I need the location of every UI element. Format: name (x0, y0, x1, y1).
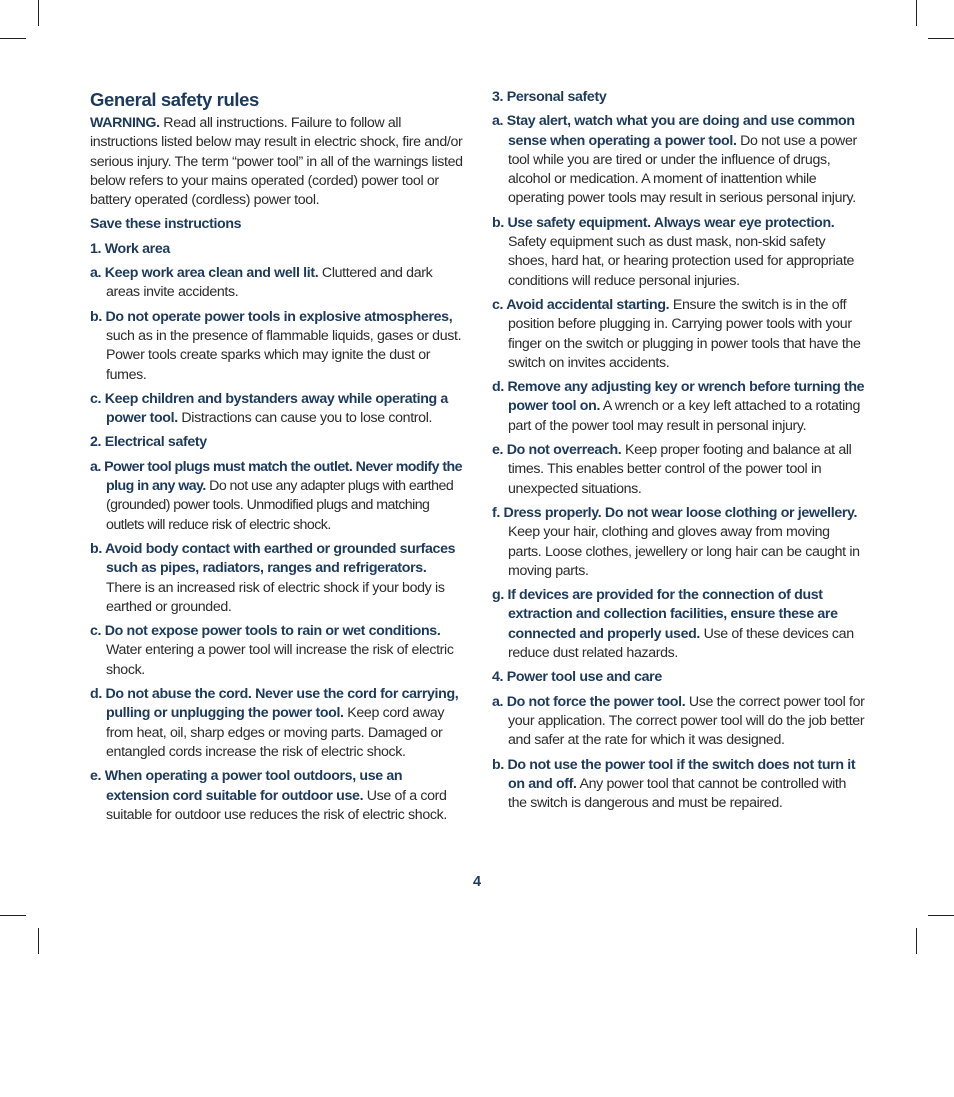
item-heading: c. Keep children and bystanders away while operating a power tool. (90, 390, 448, 427)
page-title: General safety rules (90, 89, 259, 110)
item-heading: a. Do not force the power tool. (492, 693, 686, 710)
list-item (90, 685, 464, 762)
list-item (90, 264, 464, 303)
list-item (492, 504, 866, 581)
item-text: Do not use a power tool while you are tired or under the influence of drugs, alcohol or medication. A moment of inattention while operating power tools may result in serious personal injury. (508, 132, 857, 207)
list-item (492, 214, 866, 291)
page-number: 4 (472, 874, 482, 890)
item-heading: d. Remove any adjusting key or wrench before turning the power tool on. (492, 379, 865, 415)
item-text: Use the correct power tool for your application. The correct power tool will do the job better and safer at the rate for which it was designed. (508, 693, 865, 749)
list-item (492, 296, 866, 373)
item-text: such as in the presence of flammable liquids, gases or dust. Power tools create sparks which may ignite the dust or fumes. (106, 327, 462, 383)
list-item (492, 441, 866, 499)
item-heading: a. Keep work area clean and well lit. (90, 265, 319, 282)
section-title-personal-safety: 3. Personal safety (492, 89, 607, 105)
item-heading: a. Stay alert, watch what you are doing and use common sense when operating a power tool. (492, 113, 855, 149)
crop-mark (928, 38, 954, 39)
item-heading: c. Avoid accidental starting. (492, 296, 670, 313)
left-column (90, 88, 464, 830)
item-heading: a. Power tool plugs must match the outlet. Never modify the plug in any way. (90, 458, 462, 495)
item-text: Distractions can cause you to lose control. (177, 410, 433, 427)
list-item (90, 390, 464, 429)
list-item (492, 586, 866, 663)
item-text: Use of these devices can reduce dust related hazards. (508, 625, 854, 662)
warning-paragraph (90, 114, 464, 210)
item-text: There is an increased risk of electric shock if your body is earthed or grounded. (106, 579, 445, 615)
crop-mark (38, 0, 39, 26)
crop-mark (916, 0, 917, 26)
item-heading: g. If devices are provided for the connection of dust extraction and collection facilities, ensure these are connected and properly used. (492, 587, 838, 642)
crop-mark (928, 915, 954, 916)
item-text: Keep your hair, clothing and gloves away from moving parts. Loose clothes, jewellery or long hair can be caught in moving parts. (508, 524, 860, 579)
list-item (492, 693, 866, 751)
list-item (492, 756, 866, 814)
warning-text: Read all instructions. Failure to follow all instructions listed below may result in electric shock, fire and/or serious injury. The term “power tool” in all of the warnings listed below refers to your mains operated (corded) power tool or battery operated (cordless) power tool. (90, 115, 463, 209)
list-item (90, 767, 464, 825)
list-item (492, 378, 866, 436)
crop-mark (38, 928, 39, 954)
item-text: Safety equipment such as dust mask, non-skid safety shoes, hard hat, or hearing protection used for appropriate conditions will reduce personal injuries. (508, 234, 855, 289)
save-instructions: Save these instructions (90, 216, 242, 233)
item-heading: e. When operating a power tool outdoors, use an extension cord suitable for outdoor use. (90, 768, 403, 804)
item-heading: b. Do not use the power tool if the switch does not turn it on and off. (492, 756, 856, 792)
section-title-electrical-safety: 2. Electrical safety (90, 434, 207, 451)
item-text: Keep proper footing and balance at all times. This enables better control of the power tool in unexpected situations. (508, 442, 852, 497)
list-item (90, 540, 464, 617)
crop-mark (916, 928, 917, 954)
item-text: Cluttered and dark areas invite accidents. (106, 265, 433, 301)
right-column (492, 88, 866, 818)
item-heading: f. Dress properly. Do not wear loose clothing or jewellery. (492, 504, 858, 521)
item-text: Any power tool that cannot be controlled with the switch is dangerous and must be repaired. (508, 775, 847, 812)
item-text: A wrench or a key left attached to a rotating part of the power tool may result in personal injury. (508, 398, 860, 434)
item-text: Ensure the switch is in the off position before plugging in. Carrying power tools with your finger on the switch or plugging in power tools that have the switch on invites accidents. (508, 296, 861, 371)
list-item (90, 308, 464, 385)
warning-label: WARNING. (90, 115, 160, 131)
crop-mark (0, 38, 26, 39)
item-text: Use of a cord suitable for outdoor use reduces the risk of electric shock. (106, 787, 447, 823)
section-title-power-tool-use: 4. Power tool use and care (492, 669, 662, 686)
crop-mark (0, 915, 26, 916)
item-heading: b. Use safety equipment. Always wear eye protection. (492, 214, 835, 231)
item-text: Keep cord away from heat, oil, sharp edges or moving parts. Damaged or entangled cords increase the risk of electric shock. (106, 705, 445, 760)
list-item (90, 458, 464, 535)
item-heading: c. Do not expose power tools to rain or wet conditions. (90, 623, 441, 640)
item-text: Water entering a power tool will increase the risk of electric shock. (106, 642, 454, 678)
item-text: Do not use any adapter plugs with earthed (grounded) power tools. Unmodified plugs and matching outlets will reduce risk of electric shock. (106, 478, 454, 533)
list-item (90, 622, 464, 680)
item-heading: b. Avoid body contact with earthed or grounded surfaces such as pipes, radiators, ranges and refrigerators. (90, 540, 456, 577)
item-heading: e. Do not overreach. (492, 442, 622, 459)
item-heading: b. Do not operate power tools in explosive atmospheres, (90, 308, 453, 325)
section-title-work-area: 1. Work area (90, 240, 170, 257)
list-item (492, 112, 866, 208)
item-heading: d. Do not abuse the cord. Never use the cord for carrying, pulling or unplugging the power tool. (90, 686, 459, 722)
